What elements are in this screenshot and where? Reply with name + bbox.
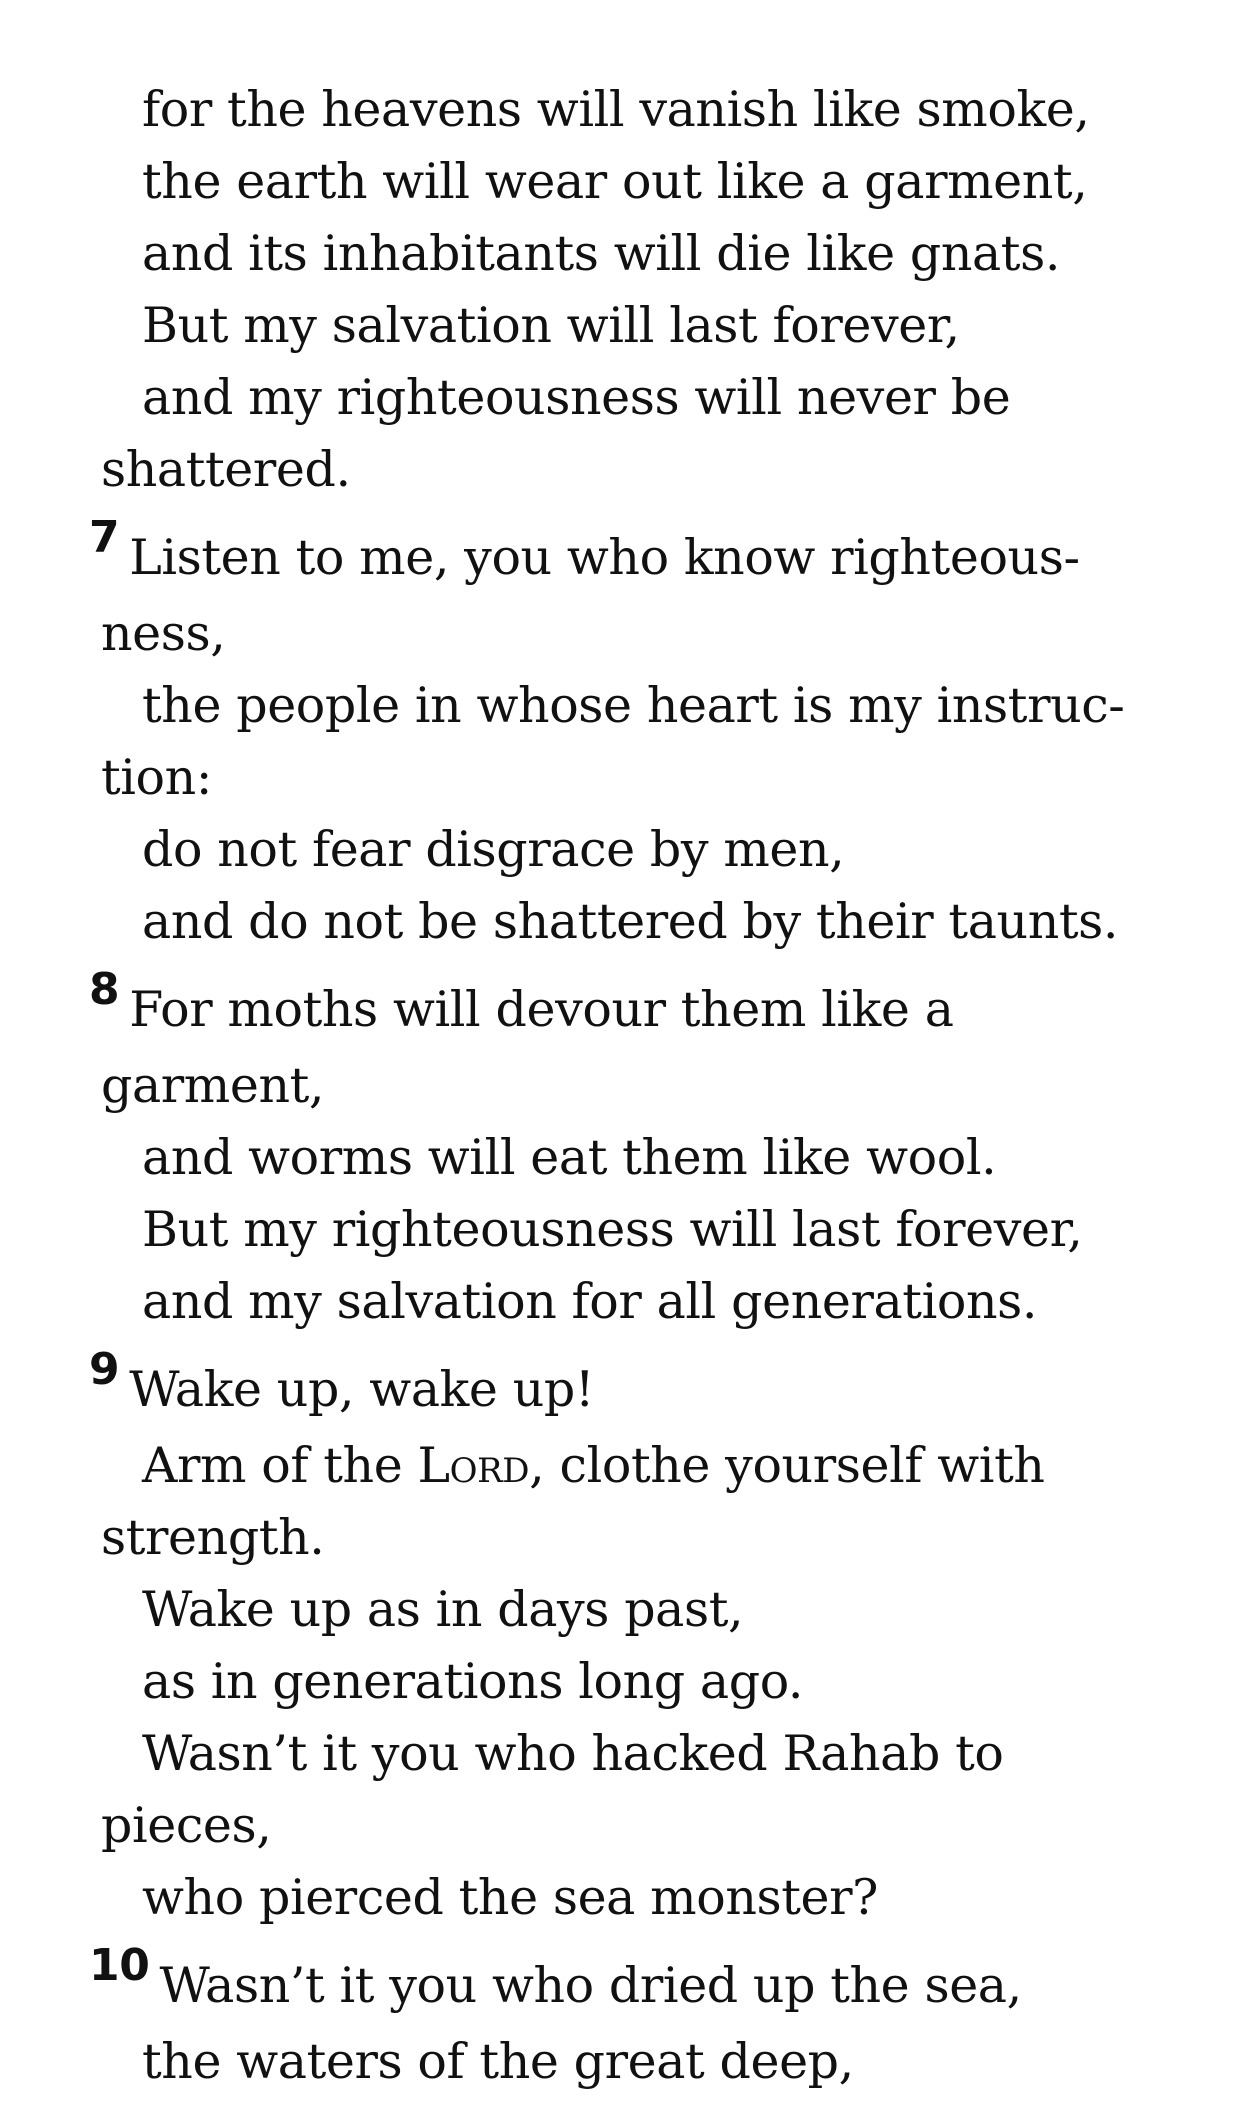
passage-line — [101, 598, 225, 670]
passage-line — [142, 1646, 803, 1718]
divine-name: Lord — [417, 1437, 530, 1494]
line-text: shattered. — [101, 441, 351, 498]
line-text: For moths will devour them like a — [129, 981, 954, 1038]
passage-line — [101, 1502, 324, 1574]
line-text: Listen to me, you who know righteous- — [129, 529, 1080, 586]
line-text: the waters of the great deep, — [142, 2033, 854, 2090]
line-text: and my salvation for all generations. — [142, 1273, 1038, 1330]
passage-line — [142, 1194, 1082, 1266]
line-text: as in generations long ago. — [142, 1653, 804, 1710]
verse-number: 8 — [89, 964, 120, 1015]
line-text: and my righteousness will never be — [142, 369, 1011, 426]
line-text: ness, — [101, 605, 226, 662]
line-text: the people in whose heart is my instruc- — [142, 677, 1125, 734]
line-text: Wake up as in days past, — [142, 1581, 744, 1638]
line-text: the earth will wear out like a garment, — [142, 153, 1088, 210]
passage-line — [142, 218, 1060, 290]
passage-line — [142, 886, 1118, 958]
line-text: garment, — [101, 1057, 325, 1114]
verse-8-line — [89, 964, 954, 1048]
verse-7-line — [89, 512, 1080, 596]
line-text: But my salvation will last forever, — [142, 297, 960, 354]
line-text: who pierced the sea monster? — [142, 1869, 879, 1926]
line-text: do not fear disgrace by men, — [142, 821, 845, 878]
line-text: strength. — [101, 1509, 325, 1566]
verse-number: 10 — [89, 1940, 150, 1991]
passage-line — [101, 742, 212, 814]
passage-line — [142, 1430, 1045, 1502]
verse-9-line — [89, 1344, 595, 1428]
passage-line — [142, 1862, 878, 1934]
passage-line — [142, 362, 1010, 434]
passage-line — [142, 1122, 996, 1194]
passage-line — [142, 146, 1087, 218]
passage-line — [101, 1790, 271, 1862]
line-text: But my righteousness will last forever, — [142, 1201, 1083, 1258]
line-text: and its inhabitants will die like gnats. — [142, 225, 1061, 282]
passage-line — [142, 814, 844, 886]
line-text: tion: — [101, 749, 212, 806]
passage-line — [142, 74, 1090, 146]
passage-line — [101, 1050, 324, 1122]
passage-line — [142, 2026, 854, 2098]
line-text: Wake up, wake up! — [129, 1361, 595, 1418]
line-text: for the heavens will vanish like smoke, — [142, 81, 1090, 138]
verse-10-line — [89, 1940, 1022, 2024]
passage-line — [142, 1266, 1037, 1338]
passage-line — [142, 1574, 743, 1646]
line-text: and do not be shattered by their taunts. — [142, 893, 1119, 950]
line-text: Wasn’t it you who dried up the sea, — [159, 1957, 1022, 2014]
verse-number: 9 — [89, 1344, 120, 1395]
line-text: pieces, — [101, 1797, 272, 1854]
passage-line — [101, 434, 351, 506]
line-text-after: , clothe yourself with — [529, 1437, 1045, 1494]
line-text: Wasn’t it you who hacked Rahab to — [142, 1725, 1004, 1782]
line-text-before: Arm of the — [142, 1437, 418, 1494]
verse-number: 7 — [89, 512, 120, 563]
passage-line — [142, 670, 1124, 742]
passage-line — [142, 1718, 1003, 1790]
passage-line — [142, 290, 960, 362]
line-text: and worms will eat them like wool. — [142, 1129, 997, 1186]
